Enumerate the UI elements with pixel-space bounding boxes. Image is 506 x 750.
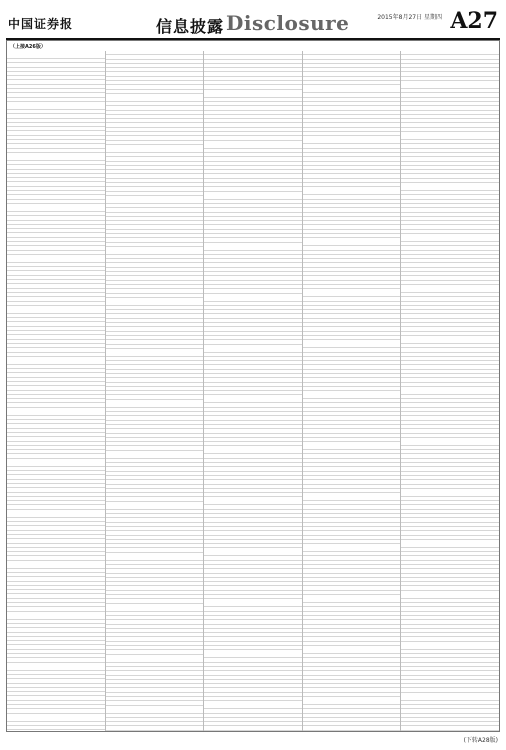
table-row [401, 336, 499, 344]
table-row [106, 298, 204, 306]
table-row [204, 599, 302, 607]
table-column [203, 51, 302, 731]
table-row [401, 183, 499, 191]
table-row [303, 238, 401, 246]
table-row [106, 553, 204, 561]
table-row [401, 285, 499, 293]
table-row [303, 187, 401, 195]
table-column [302, 51, 401, 731]
table-row [401, 438, 499, 446]
table-row [204, 294, 302, 302]
table-row [401, 81, 499, 89]
table-row [204, 548, 302, 556]
section-title-en: Disclosure [226, 11, 350, 35]
table-row [204, 650, 302, 658]
table-row [204, 345, 302, 353]
table-row [401, 591, 499, 599]
table-row [303, 595, 401, 603]
table-row [7, 408, 105, 416]
page-number: A27 [450, 8, 498, 34]
table-row [106, 706, 204, 714]
table-row [401, 693, 499, 701]
table-row [401, 132, 499, 140]
table-row [106, 502, 204, 510]
table-row [106, 145, 204, 153]
table-row [106, 94, 204, 102]
table-row [106, 196, 204, 204]
table-row [7, 306, 105, 314]
table-row [106, 451, 204, 459]
table-row [303, 136, 401, 144]
table-column [7, 51, 105, 731]
table-row [106, 655, 204, 663]
table-row [7, 51, 105, 59]
table-row [204, 446, 302, 454]
table-row [7, 714, 105, 722]
table-row [7, 561, 105, 569]
table-row [7, 612, 105, 620]
table-row [303, 289, 401, 297]
table-row [7, 102, 105, 110]
table-row [106, 400, 204, 408]
table-row [303, 697, 401, 705]
table-row [303, 493, 401, 501]
newspaper-logo: 中国证券报 [8, 17, 74, 31]
table-row [303, 85, 401, 93]
table-row [7, 510, 105, 518]
continued-from-label: （上接A26版） [10, 44, 46, 50]
table-row [106, 604, 204, 612]
table-columns [7, 51, 499, 731]
table-row [303, 391, 401, 399]
section-title-cn: 信息披露 [156, 17, 225, 36]
table-row [7, 153, 105, 161]
table-row [7, 357, 105, 365]
table-row [401, 642, 499, 650]
table-row [204, 243, 302, 251]
masthead [6, 6, 500, 40]
table-row [303, 340, 401, 348]
disclosure-table-frame [6, 40, 500, 732]
table-row [7, 663, 105, 671]
table-row [204, 192, 302, 200]
table-row [204, 701, 302, 709]
table-column [105, 51, 204, 731]
table-row [204, 497, 302, 505]
table-row [401, 234, 499, 242]
table-row [7, 204, 105, 212]
table-column [400, 51, 499, 731]
continued-to-label: (下转A28版) [463, 737, 498, 744]
table-row [401, 489, 499, 497]
table-row [303, 442, 401, 450]
table-row [204, 141, 302, 149]
table-row [401, 540, 499, 548]
issue-date: 2015年8月27日 星期四 [377, 14, 442, 21]
table-row [204, 90, 302, 98]
table-row [204, 395, 302, 403]
table-row [303, 646, 401, 654]
table-row [106, 349, 204, 357]
table-row [7, 459, 105, 467]
table-row [106, 247, 204, 255]
table-row [303, 544, 401, 552]
table-row [7, 730, 105, 731]
table-row [401, 387, 499, 395]
table-row [7, 255, 105, 263]
